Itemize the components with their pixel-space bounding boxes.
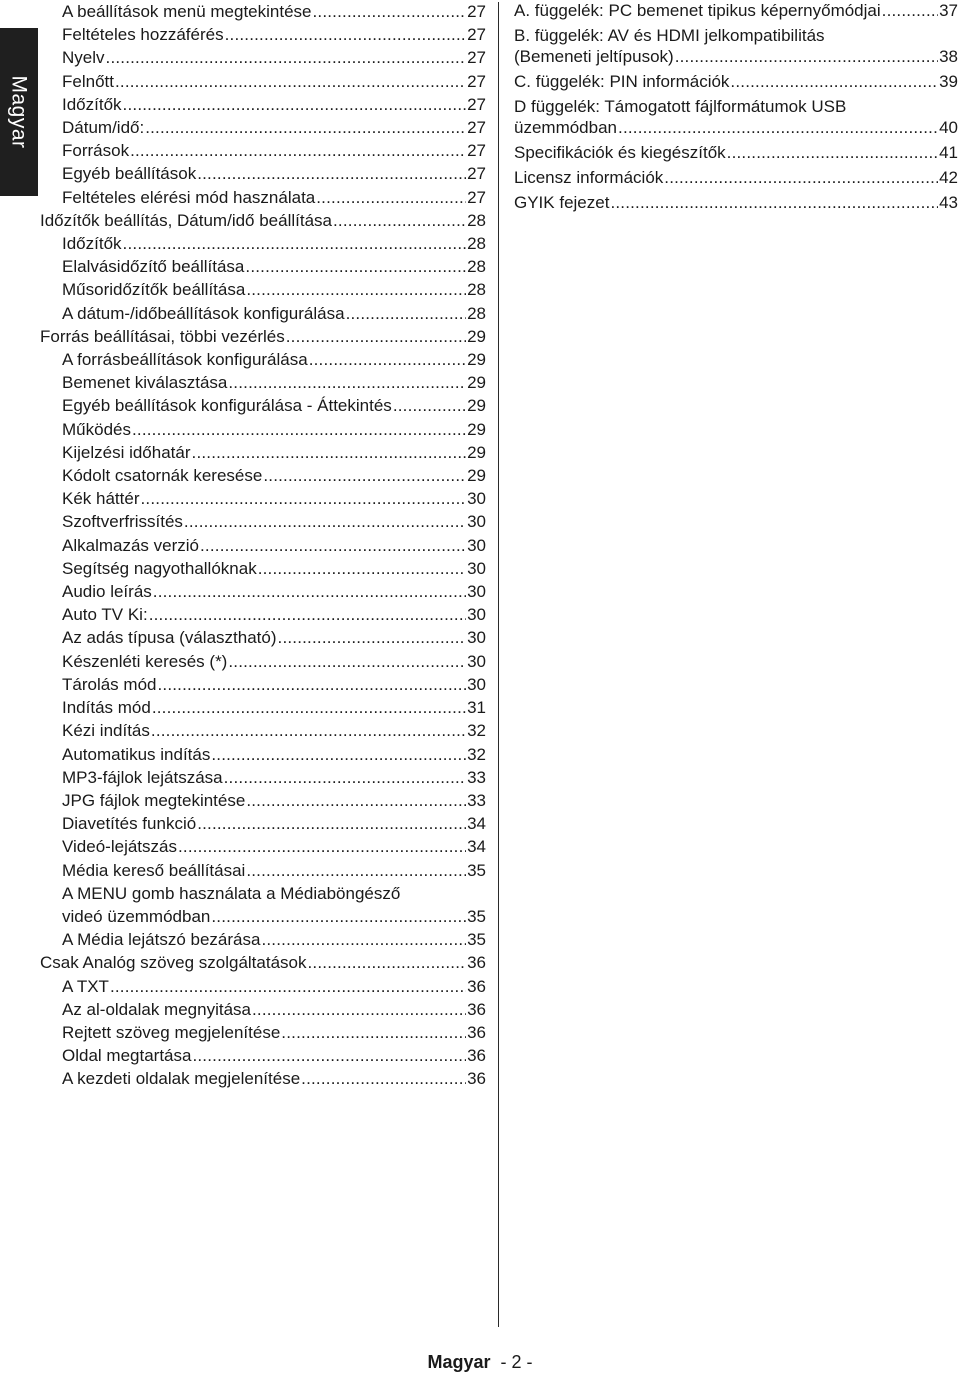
toc-entry-title: Készenléti keresés (*) [62,651,228,671]
toc-dot-leader [263,464,466,487]
toc-dot-leader [145,116,466,139]
toc-entry[interactable] [514,25,958,67]
toc-entry-page: 29 [467,326,486,346]
toc-entry-page: 36 [467,999,486,1019]
toc-entry-title: Feltételes hozzáférés [62,25,224,45]
language-side-tab [0,28,38,196]
toc-entry-title: Licensz információk [514,168,664,187]
toc-entry-title: JPG fájlok megtekintése [62,790,246,810]
column-divider [498,2,499,1327]
toc-entry-page: 27 [467,118,486,138]
toc-dot-leader [211,905,466,928]
toc-dot-leader [252,998,466,1021]
toc-entry-title: Időzítők [62,234,122,254]
toc-entry[interactable] [40,928,486,951]
toc-entry-title: Kék háttér [62,489,140,509]
toc-entry[interactable] [40,719,486,742]
toc-entry-title: Dátum/idő: [62,118,145,138]
toc-entry[interactable] [514,96,958,138]
toc-entry-page: 38 [939,47,958,66]
toc-dot-leader [246,789,466,812]
toc-entry[interactable] [40,557,486,580]
toc-entry[interactable] [40,812,486,835]
toc-entry[interactable] [40,487,486,510]
toc-dot-leader [246,278,466,301]
toc-entry-page: 34 [467,814,486,834]
toc-entry-page: 33 [467,767,486,787]
toc-entry-title: Csak Analóg szöveg szolgáltatások [40,953,307,973]
toc-entry-page: 35 [467,860,486,880]
toc-entry-page: 36 [467,1069,486,1089]
toc-entry-title: Videó-lejátszás [62,837,177,857]
toc-entry-page: 41 [939,143,958,162]
toc-dot-leader [882,0,938,21]
toc-entry[interactable] [40,93,486,116]
toc-entry-title: Segítség nagyothallóknak [62,558,257,578]
toc-entry-title: A kezdeti oldalak megjelenítése [62,1069,301,1089]
toc-entry-page: 30 [467,558,486,578]
toc-dot-leader [618,117,938,138]
toc-entry-page: 40 [939,118,958,137]
toc-entry-title: Diavetítés funkció [62,814,197,834]
toc-entry-title: Nyelv [62,48,105,68]
toc-entry-title: Specifikációk és kiegészítők [514,143,726,162]
toc-entry[interactable] [40,46,486,69]
toc-dot-leader [132,418,466,441]
toc-entry-title: üzemmódban [514,118,618,137]
toc-dot-leader [197,812,466,835]
language-side-tab-label: Magyar [8,75,31,149]
toc-dot-leader [664,167,938,188]
toc-dot-leader [151,719,466,742]
toc-entry-page: 33 [467,790,486,810]
toc-entry[interactable] [40,534,486,557]
toc-entry[interactable] [40,162,486,185]
toc-entry-page: 28 [467,257,486,277]
toc-entry[interactable] [514,167,958,188]
toc-entry-page: 27 [467,94,486,114]
toc-entry-title: (Bemeneti jeltípusok) [514,47,674,66]
toc-entry-page: 36 [467,976,486,996]
toc-dot-leader [178,835,466,858]
toc-entry[interactable] [40,255,486,278]
toc-entry-page: 39 [939,72,958,91]
toc-entry-page: 29 [467,350,486,370]
toc-dot-leader [278,626,467,649]
toc-entry[interactable] [40,603,486,626]
toc-entry-page: 42 [939,168,958,187]
toc-dot-leader [333,209,466,232]
toc-entry-page: 27 [467,48,486,68]
toc-entry-title: A Média lejátszó bezárása [62,930,261,950]
toc-entry[interactable] [40,232,486,255]
toc-entry-title: videó üzemmódban [62,906,211,926]
toc-entry-page: 27 [467,2,486,21]
toc-dot-leader [149,603,466,626]
toc-entry[interactable] [514,0,958,21]
toc-entry-title: Média kereső beállításai [62,860,246,880]
toc-dot-leader [228,650,466,673]
toc-entry[interactable] [40,859,486,882]
toc-entry-title: Kézi indítás [62,721,150,741]
toc-entry-page: 32 [467,744,486,764]
toc-dot-leader [211,743,466,766]
toc-entry-title: GYIK fejezet [514,193,610,212]
toc-entry-page: 29 [467,466,486,486]
toc-entry-page: 30 [467,674,486,694]
toc-right-list [514,0,958,213]
toc-dot-leader [115,70,466,93]
toc-entry-title: Egyéb beállítások konfigurálása - Áttekintés [62,396,392,416]
toc-dot-leader [110,975,466,998]
toc-entry[interactable] [40,1021,486,1044]
toc-entry[interactable] [40,626,486,649]
toc-entry-title: Automatikus indítás [62,744,211,764]
toc-entry-page: 28 [467,280,486,300]
toc-entry-page: 36 [467,1046,486,1066]
toc-entry-title: A beállítások menü megtekintése [62,2,312,21]
toc-entry-title: A. függelék: PC bemenet tipikus képernyőmódjai [514,1,881,20]
toc-dot-leader [123,93,467,116]
toc-entry[interactable] [40,650,486,673]
toc-entry-page: 29 [467,396,486,416]
toc-dot-leader [224,766,466,789]
toc-entry-page: 28 [467,303,486,323]
toc-dot-leader [197,162,466,185]
toc-entry-title: Időzítők [62,94,122,114]
toc-entry[interactable] [40,510,486,533]
toc-entry-title: A dátum-/időbeállítások konfigurálása [62,303,345,323]
toc-entry-title-line1: B. függelék: AV és HDMI jelkompatibilitás [514,26,825,45]
toc-entry-title: Kódolt csatornák keresése [62,466,263,486]
toc-entry[interactable] [40,580,486,603]
toc-dot-leader [346,302,467,325]
toc-entry-title: Audio leírás [62,582,152,602]
toc-entry-page: 27 [467,164,486,184]
toc-dot-leader [730,71,938,92]
toc-entry-title: Műsoridőzítők beállítása [62,280,246,300]
toc-dot-leader [675,46,938,67]
toc-dot-leader [130,139,466,162]
toc-dot-leader [393,394,466,417]
toc-dot-leader [192,441,467,464]
toc-entry-page: 29 [467,442,486,462]
toc-entry-title: Egyéb beállítások [62,164,197,184]
toc-entry-page: 30 [467,512,486,532]
toc-dot-leader [225,23,466,46]
toc-dot-leader [286,325,466,348]
toc-entry-title: Auto TV Ki: [62,605,148,625]
toc-entry-page: 30 [467,605,486,625]
toc-entry-page: 30 [467,535,486,555]
toc-entry-page: 28 [467,210,486,230]
toc-entry-title: Források [62,141,130,161]
toc-entry[interactable] [40,348,486,371]
toc-entry-title: Indítás mód [62,698,151,718]
toc-entry[interactable] [40,1044,486,1067]
toc-entry[interactable] [40,325,486,348]
toc-entry-page: 30 [467,582,486,602]
toc-entry[interactable] [40,418,486,441]
toc-entry-title: C. függelék: PIN információk [514,72,730,91]
toc-left-column [40,0,486,1091]
toc-entry-title: Tárolás mód [62,674,157,694]
toc-entry[interactable] [40,673,486,696]
toc-dot-leader [152,696,466,719]
toc-entry-title: Rejtett szöveg megjelenítése [62,1022,281,1042]
toc-entry-page: 27 [467,187,486,207]
toc-dot-leader [157,673,466,696]
toc-entry-page: 30 [467,651,486,671]
toc-entry-title: Működés [62,419,131,439]
toc-dot-leader [316,186,466,209]
toc-dot-leader [301,1067,466,1090]
toc-entry-page: 32 [467,721,486,741]
toc-entry[interactable] [40,371,486,394]
toc-entry[interactable] [514,142,958,163]
footer-language: Magyar [427,1352,491,1372]
toc-entry[interactable] [40,302,486,325]
toc-entry[interactable] [40,70,486,93]
toc-entry[interactable] [514,192,958,213]
toc-entry[interactable] [40,789,486,812]
toc-entry[interactable] [40,835,486,858]
toc-entry-title-line1: A MENU gomb használata a Médiaböngésző [62,883,401,903]
toc-dot-leader [106,46,467,69]
toc-entry[interactable] [40,951,486,974]
toc-right-column [514,0,958,217]
toc-entry-page: 30 [467,489,486,509]
toc-entry[interactable] [40,394,486,417]
toc-dot-leader [200,534,466,557]
toc-dot-leader [309,348,466,371]
toc-entry[interactable] [40,998,486,1021]
footer-page-number: - 2 - [500,1352,533,1372]
toc-entry-page: 35 [467,930,486,950]
toc-entry[interactable] [40,209,486,232]
toc-entry-page: 27 [467,141,486,161]
toc-dot-leader [246,859,466,882]
toc-entry-title: Forrás beállításai, többi vezérlés [40,326,285,346]
toc-entry[interactable] [40,766,486,789]
toc-entry-title: Az adás típusa (választható) [62,628,277,648]
toc-entry[interactable] [40,743,486,766]
toc-entry-page: 36 [467,953,486,973]
toc-entry-page: 27 [467,25,486,45]
toc-entry[interactable] [40,882,486,928]
toc-entry-title-line1: D függelék: Támogatott fájlformátumok USB [514,97,847,116]
toc-entry[interactable] [40,1067,486,1090]
toc-left-list [40,0,486,1091]
toc-entry-page: 34 [467,837,486,857]
toc-entry[interactable] [40,278,486,301]
toc-entry-page: 30 [467,628,486,648]
toc-entry[interactable] [40,23,486,46]
toc-dot-leader [192,1044,466,1067]
toc-entry[interactable] [40,441,486,464]
toc-dot-leader [308,951,467,974]
page-footer [0,1352,960,1373]
toc-entry-page: 36 [467,1022,486,1042]
toc-dot-leader [610,192,938,213]
toc-entry-page: 27 [467,71,486,91]
toc-entry-page: 29 [467,373,486,393]
toc-dot-leader [281,1021,466,1044]
toc-entry[interactable] [40,464,486,487]
toc-entry-title: Oldal megtartása [62,1046,192,1066]
toc-dot-leader [245,255,466,278]
toc-dot-leader [261,928,466,951]
toc-dot-leader [228,371,466,394]
toc-entry-page: 37 [939,1,958,20]
toc-dot-leader [184,510,466,533]
toc-entry-page: 31 [467,698,486,718]
toc-entry-title: MP3-fájlok lejátszása [62,767,223,787]
toc-entry-title: Alkalmazás verzió [62,535,199,555]
toc-entry[interactable] [40,975,486,998]
toc-dot-leader [312,0,466,23]
toc-entry-title: A forrásbeállítások konfigurálása [62,350,308,370]
toc-dot-leader [141,487,467,510]
toc-entry-title: Az al-oldalak megnyitása [62,999,251,1019]
toc-entry-title: Feltételes elérési mód használata [62,187,316,207]
toc-entry-title: Bemenet kiválasztása [62,373,228,393]
toc-dot-leader [727,142,938,163]
toc-entry-title: Időzítők beállítás, Dátum/idő beállítása [40,210,332,230]
toc-entry[interactable] [40,0,486,23]
toc-entry[interactable] [40,186,486,209]
toc-entry-page: 28 [467,234,486,254]
toc-entry-page: 35 [467,906,486,926]
toc-entry-title: Szoftverfrissítés [62,512,183,532]
toc-entry-title: Kijelzési időhatár [62,442,191,462]
toc-entry[interactable] [40,696,486,719]
toc-dot-leader [153,580,466,603]
toc-entry-title: Elalvásidőzítő beállítása [62,257,245,277]
toc-entry[interactable] [514,71,958,92]
toc-dot-leader [123,232,467,255]
toc-entry-page: 29 [467,419,486,439]
toc-entry-title: Felnőtt [62,71,114,91]
toc-entry-page: 43 [939,193,958,212]
toc-entry-title: A TXT [62,976,109,996]
toc-dot-leader [258,557,466,580]
toc-entry[interactable] [40,139,486,162]
toc-entry[interactable] [40,116,486,139]
